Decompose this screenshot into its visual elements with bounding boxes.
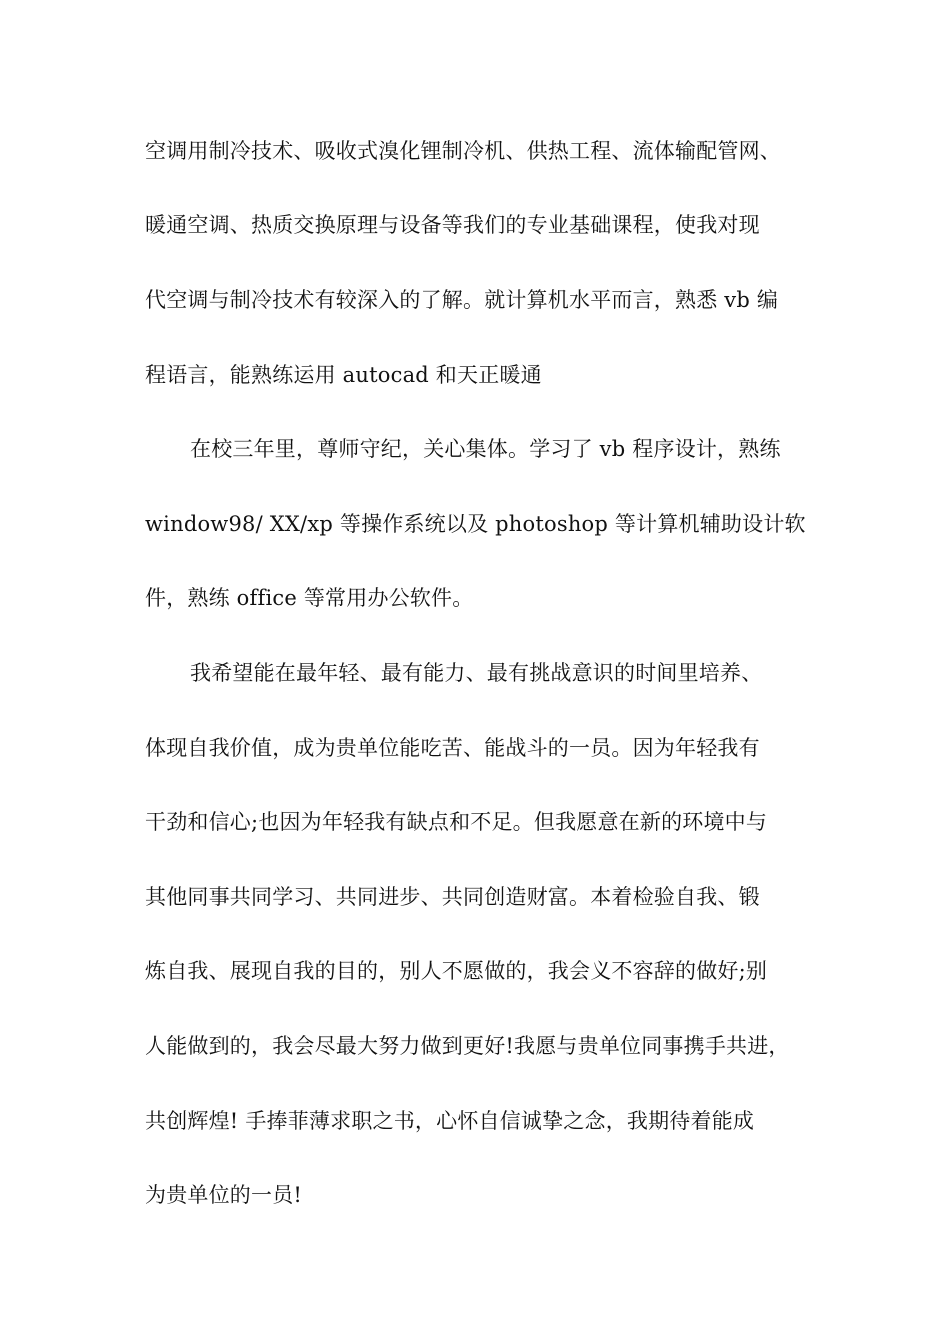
paragraph-3-line-7: 共创辉煌! 手捧菲薄求职之书，心怀自信诚挚之念，我期待着能成 [145, 1109, 755, 1133]
paragraph-3-line-2: 体现自我价值，成为贵单位能吃苦、能战斗的一员。因为年轻我有 [145, 736, 760, 760]
paragraph-3-line-8: 为贵单位的一员! [145, 1183, 303, 1207]
paragraph-1-line-1: 空调用制冷技术、吸收式溴化锂制冷机、供热工程、流体输配管网、 [145, 139, 781, 163]
paragraph-2-line-1: 在校三年里，尊师守纪，关心集体。学习了 vb 程序设计，熟练 [190, 437, 781, 461]
paragraph-1-line-3: 代空调与制冷技术有较深入的了解。就计算机水平而言，熟悉 vb 编 [145, 288, 779, 312]
paragraph-3-line-4: 其他同事共同学习、共同进步、共同创造财富。本着检验自我、锻 [145, 885, 760, 909]
paragraph-3-line-6: 人能做到的，我会尽最大努力做到更好!我愿与贵单位同事携手共进， [145, 1034, 790, 1058]
paragraph-1-line-4: 程语言，能熟练运用 autocad 和天正暖通 [145, 363, 542, 387]
paragraph-3-line-3: 干劲和信心;也因为年轻我有缺点和不足。但我愿意在新的环境中与 [145, 810, 768, 834]
paragraph-3-line-1: 我希望能在最年轻、最有能力、最有挑战意识的时间里培养、 [190, 661, 763, 685]
paragraph-2-line-3: 件，熟练 office 等常用办公软件。 [145, 586, 474, 610]
paragraph-2-line-2: window98/ XX/xp 等操作系统以及 photoshop 等计算机辅助设计软 [145, 512, 806, 536]
paragraph-1-line-2: 暖通空调、热质交换原理与设备等我们的专业基础课程，使我对现 [145, 213, 760, 237]
paragraph-3-line-5: 炼自我、展现自我的目的，别人不愿做的，我会义不容辞的做好;别 [145, 959, 768, 983]
